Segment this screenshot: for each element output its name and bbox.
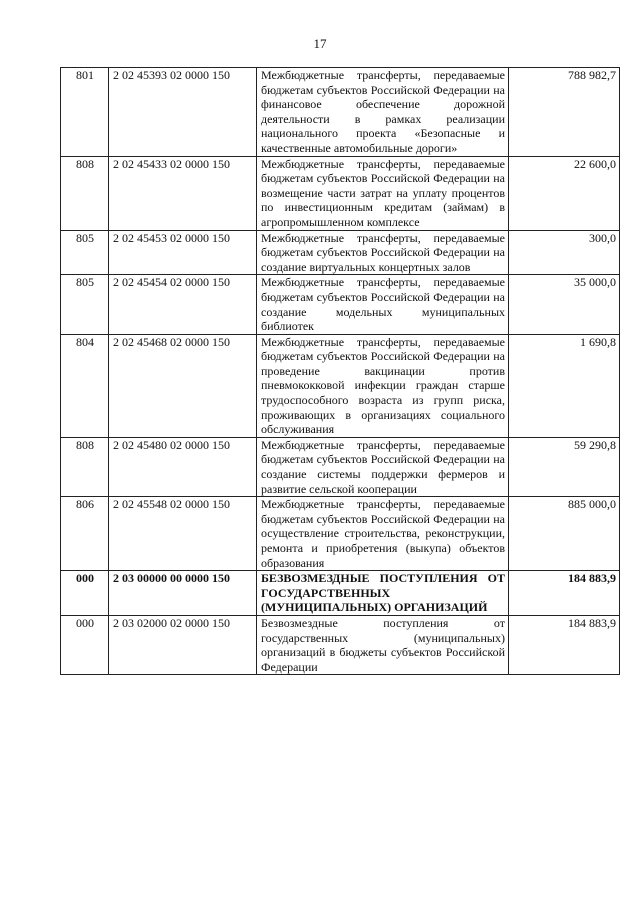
amount-cell: 35 000,0 — [509, 275, 620, 334]
amount-cell: 788 982,7 — [509, 68, 620, 157]
budget-classification-code-cell: 2 02 45548 02 0000 150 — [109, 497, 257, 571]
income-name-cell: Межбюджетные трансферты, передаваемые бюджетам субъектов Российской Федерации на создание системы поддержки фермеров и развитие сельской кооперации — [257, 437, 509, 496]
amount-cell: 22 600,0 — [509, 156, 620, 230]
page-number: 17 — [313, 36, 327, 51]
income-name-cell: Межбюджетные трансферты, передаваемые бюджетам субъектов Российской Федерации на создание модельных муниципальных библиотек — [257, 275, 509, 334]
budget-classification-code-cell: 2 03 00000 00 0000 150 — [109, 571, 257, 616]
budget-classification-code-cell: 2 02 45453 02 0000 150 — [109, 230, 257, 275]
admin-code-cell: 806 — [61, 497, 109, 571]
budget-classification-code-cell: 2 02 45393 02 0000 150 — [109, 68, 257, 157]
budget-classification-code-cell: 2 02 45433 02 0000 150 — [109, 156, 257, 230]
table-row-section-total — [61, 571, 620, 616]
admin-code-cell: 801 — [61, 68, 109, 157]
income-name-cell: Межбюджетные трансферты, передаваемые бюджетам субъектов Российской Федерации на создание виртуальных концертных залов — [257, 230, 509, 275]
budget-classification-code-cell: 2 02 45468 02 0000 150 — [109, 334, 257, 437]
table-row — [61, 68, 620, 157]
budget-classification-code-cell: 2 03 02000 02 0000 150 — [109, 615, 257, 674]
admin-code-cell: 805 — [61, 230, 109, 275]
table-row — [61, 615, 620, 674]
budget-revenue-table — [60, 67, 620, 675]
table-row — [61, 497, 620, 571]
budget-classification-code-cell: 2 02 45480 02 0000 150 — [109, 437, 257, 496]
table-row — [61, 156, 620, 230]
amount-cell: 300,0 — [509, 230, 620, 275]
income-name-cell: Межбюджетные трансферты, передаваемые бюджетам субъектов Российской Федерации на проведение вакцинации против пневмококковой инфекции граждан старше трудоспособного возраста из групп риска, проживающих в организациях социального обслуживания — [257, 334, 509, 437]
table-row — [61, 275, 620, 334]
table-row — [61, 230, 620, 275]
income-name-cell: Безвозмездные поступления от государственных (муниципальных) организаций в бюджеты субъектов Российской Федерации — [257, 615, 509, 674]
income-name-cell: Межбюджетные трансферты, передаваемые бюджетам субъектов Российской Федерации на финансовое обеспечение дорожной деятельности в рамках реализации национального проекта «Безопасные и качественные автомобильные дороги» — [257, 68, 509, 157]
income-name-cell: Межбюджетные трансферты, передаваемые бюджетам субъектов Российской Федерации на осуществление строительства, реконструкции, ремонта и приобретения (выкупа) объектов образования — [257, 497, 509, 571]
income-name-cell: БЕЗВОЗМЕЗДНЫЕ ПОСТУПЛЕНИЯ ОТ ГОСУДАРСТВЕННЫХ (МУНИЦИПАЛЬНЫХ) ОРГАНИЗАЦИЙ — [257, 571, 509, 616]
admin-code-cell: 000 — [61, 571, 109, 616]
amount-cell: 184 883,9 — [509, 615, 620, 674]
amount-cell: 1 690,8 — [509, 334, 620, 437]
admin-code-cell: 804 — [61, 334, 109, 437]
budget-classification-code-cell: 2 02 45454 02 0000 150 — [109, 275, 257, 334]
table-row — [61, 334, 620, 437]
amount-cell: 59 290,8 — [509, 437, 620, 496]
admin-code-cell: 808 — [61, 156, 109, 230]
amount-cell: 885 000,0 — [509, 497, 620, 571]
amount-cell: 184 883,9 — [509, 571, 620, 616]
income-name-cell: Межбюджетные трансферты, передаваемые бюджетам субъектов Российской Федерации на возмещение части затрат на уплату процентов по инвестиционным кредитам (займам) в агропромышленном комплексе — [257, 156, 509, 230]
admin-code-cell: 000 — [61, 615, 109, 674]
admin-code-cell: 805 — [61, 275, 109, 334]
table-row — [61, 437, 620, 496]
admin-code-cell: 808 — [61, 437, 109, 496]
